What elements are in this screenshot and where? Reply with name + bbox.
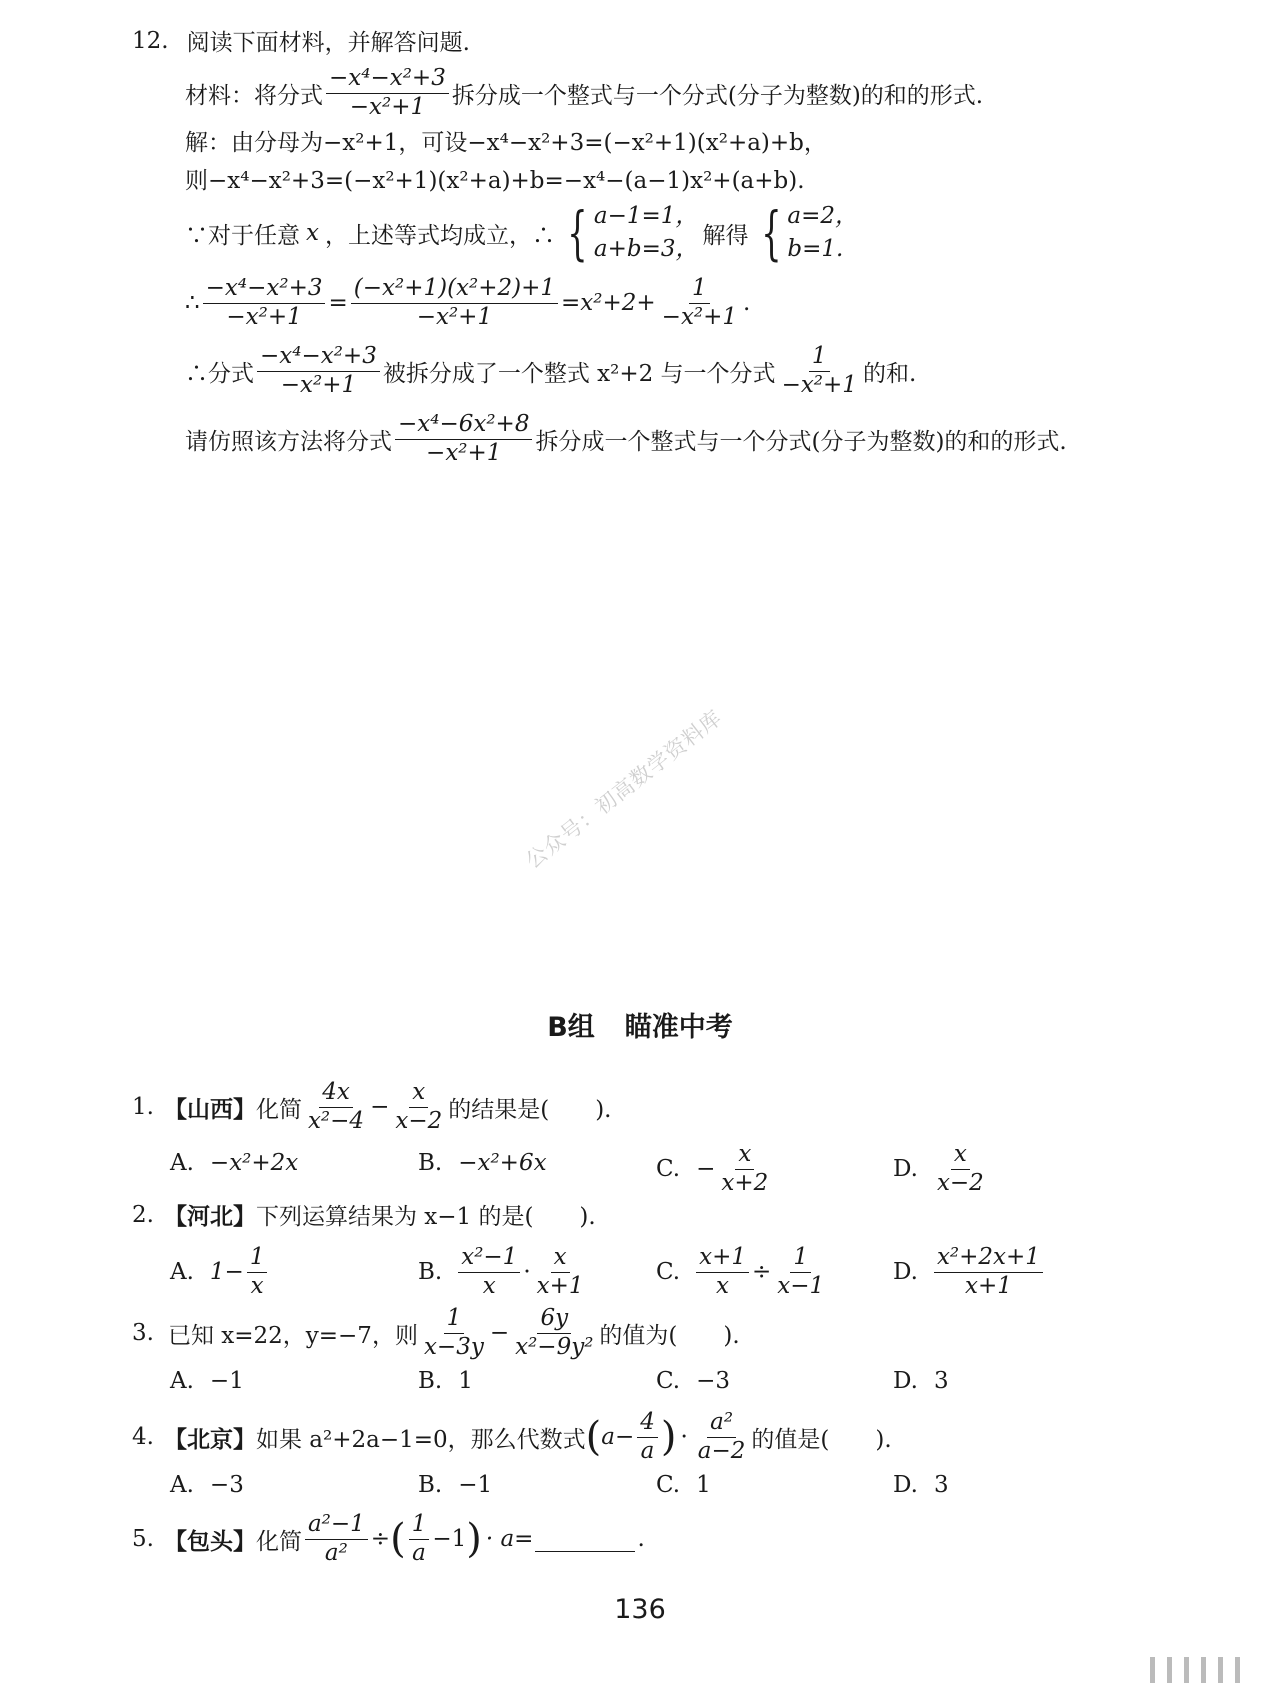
b3-question: 3. 已知 x=22，y=−7，则 $\frac{1}{x-3y}$ − $\frac{6y}{\text{x²−9y²}}$ 的值为( ). — [132, 1305, 740, 1360]
q12-number: 12. — [132, 27, 169, 54]
watermark-text: 公众号：初高数学资料库 — [521, 705, 727, 874]
b4-option-a: A. −3 — [170, 1472, 244, 1498]
equation-system: { a−1=1， a+b=3， — [567, 199, 699, 268]
b1-option-d: D. $\frac{x}{x-2}$ — [893, 1142, 990, 1197]
b1-question: 1. 【山西】 化简 $\frac{4x}{\text{x²−4}}$ − $\frac{x}{x-2}$ 的结果是( ). — [132, 1079, 612, 1134]
q12-solution-line1: 解：由分母为−x²+1，可设−x⁴−x²+3=(−x²+1)(x²+a)+b， — [185, 130, 827, 156]
source-tag: 【山西】 — [163, 1095, 256, 1123]
fraction: $\frac{\text{a²}}{a-2}$ — [697, 1409, 746, 1464]
fraction: $\frac{1}{a}$ — [409, 1512, 430, 1567]
fraction: $\frac{1}{\text{−x²+1}}$ — [781, 343, 857, 398]
b4-question: 4. 【北京】 如果 a²+2a−1=0，那么代数式 ( a− $\frac{4}{a}$ ) · $\frac{\text{a²}}{a-2}$ 的值是( ). — [132, 1409, 892, 1464]
fraction: $\frac{\text{−x⁴−x²+3}}{\text{−x²+1}}$ — [326, 66, 449, 121]
fraction: $\frac{x}{x-2}$ — [936, 1141, 984, 1196]
fraction: $\frac{1}{\text{−x²+1}}$ — [661, 275, 738, 330]
q12-solution-line2: 则−x⁴−x²+3=(−x²+1)(x²+a)+b=−x⁴−(a−1)x²+(a+b). — [185, 168, 805, 194]
b2-question: 2. 【河北】 下列运算结果为 x−1 的是( ). — [132, 1198, 596, 1231]
fraction: $\frac{x}{x+1}$ — [536, 1244, 584, 1299]
fraction: $\frac{\text{−x⁴−x²+3}}{\text{−x²+1}}$ — [257, 344, 380, 399]
fraction: $\frac{1}{x}$ — [247, 1245, 268, 1300]
fraction: $\frac{x}{x+2}$ — [721, 1141, 769, 1196]
fraction: $\frac{\text{x²+2x+1}}{x+1}$ — [934, 1245, 1043, 1300]
fraction: $\frac{\text{−x⁴−6x²+8}}{\text{−x²+1}}$ — [395, 412, 532, 467]
b3-option-c: C. −3 — [656, 1368, 730, 1394]
b2-option-a: A. 1− $\frac{1}{x}$ — [170, 1245, 270, 1300]
fraction: $\frac{x+1}{x}$ — [696, 1245, 749, 1300]
b4-option-b: B. −1 — [418, 1472, 493, 1498]
source-tag: 【河北】 — [163, 1203, 256, 1230]
solution-system: { a=2， b=1. — [760, 199, 859, 268]
b1-option-c: C. − $\frac{x}{x+2}$ — [656, 1142, 774, 1197]
q12-therefore-equation: ∴ $\frac{\text{−x⁴−x²+3}}{\text{−x²+1}}$ = $\frac{\text{(−x²+1)(x²+2)+1}}{\text{−x²+1}}$ =x²+2+ $\frac{1}{\text{−x²+1}}$ . — [185, 275, 751, 330]
source-tag: 【北京】 — [163, 1425, 256, 1453]
b1-option-a: A. −x²+2x — [170, 1150, 299, 1176]
fraction: $\frac{6y}{\text{x²−9y²}}$ — [515, 1305, 594, 1360]
source-tag: 【包头】 — [163, 1527, 256, 1555]
fraction: $\frac{1}{x-3y}$ — [423, 1305, 484, 1360]
b2-option-d: D. $\frac{\text{x²+2x+1}}{x+1}$ — [893, 1245, 1046, 1300]
q12-therefore-conclusion: ∴分式 $\frac{\text{−x⁴−x²+3}}{\text{−x²+1}}$ 被拆分成了一个整式 x²+2 与一个分式 $\frac{1}{\text{−x²+1}}$ 的和. — [185, 343, 917, 398]
q12-intro: 阅读下面材料，并解答问题. — [186, 30, 470, 56]
fraction: $\frac{4x}{\text{x²−4}}$ — [307, 1079, 365, 1134]
fraction: $\frac{1}{x-1}$ — [777, 1244, 825, 1299]
b3-option-d: D. 3 — [893, 1368, 949, 1394]
fraction: $\frac{\text{(−x²+1)(x²+2)+1}}{\text{−x²+1}}$ — [351, 276, 558, 331]
b3-option-b: B. 1 — [418, 1368, 473, 1394]
fraction: $\frac{\text{−x⁴−x²+3}}{\text{−x²+1}}$ — [203, 276, 326, 331]
fraction: $\frac{4}{a}$ — [637, 1410, 658, 1465]
b4-option-d: D. 3 — [893, 1472, 949, 1498]
q12-task: 请仿照该方法将分式 $\frac{\text{−x⁴−6x²+8}}{\text{−x²+1}}$ 拆分成一个整式与一个分式(分子为整数)的和的形式. — [185, 411, 1067, 466]
b4-option-c: C. 1 — [656, 1472, 711, 1498]
fraction: $\frac{x}{x-2}$ — [395, 1079, 443, 1134]
q12-heading — [132, 24, 470, 57]
b3-option-a: A. −1 — [170, 1368, 244, 1394]
b1-option-b: B. −x²+6x — [418, 1150, 547, 1176]
b2-option-c: C. $\frac{x+1}{x}$ ÷ $\frac{1}{x-1}$ — [656, 1245, 830, 1300]
section-title: B组 瞄准中考 — [547, 1012, 733, 1043]
b2-option-b: B. $\frac{\text{x²−1}}{x}$ · $\frac{x}{x+1}$ — [418, 1245, 590, 1300]
corner-mark-icon — [1138, 1655, 1240, 1683]
q12-material: 材料：将分式 $\frac{\text{−x⁴−x²+3}}{\text{−x²+1}}$ 拆分成一个整式与一个分式(分子为整数)的和的形式. — [185, 65, 984, 120]
answer-blank[interactable] — [535, 1527, 635, 1552]
page-number: 136 — [614, 1594, 666, 1625]
q12-since-line: ∵对于任意 x ，上述等式均成立，∴ { a−1=1， a+b=3， 解得 { a=2， b=1. — [185, 199, 859, 268]
b5-question: 5. 【包头】 化简 $\frac{\text{a²−1}}{\text{a²}}$ ÷ ( $\frac{1}{a}$ −1 ) · a= . — [132, 1511, 645, 1566]
fraction: $\frac{\text{a²−1}}{\text{a²}}$ — [305, 1512, 368, 1567]
fraction: $\frac{\text{x²−1}}{x}$ — [458, 1245, 520, 1300]
